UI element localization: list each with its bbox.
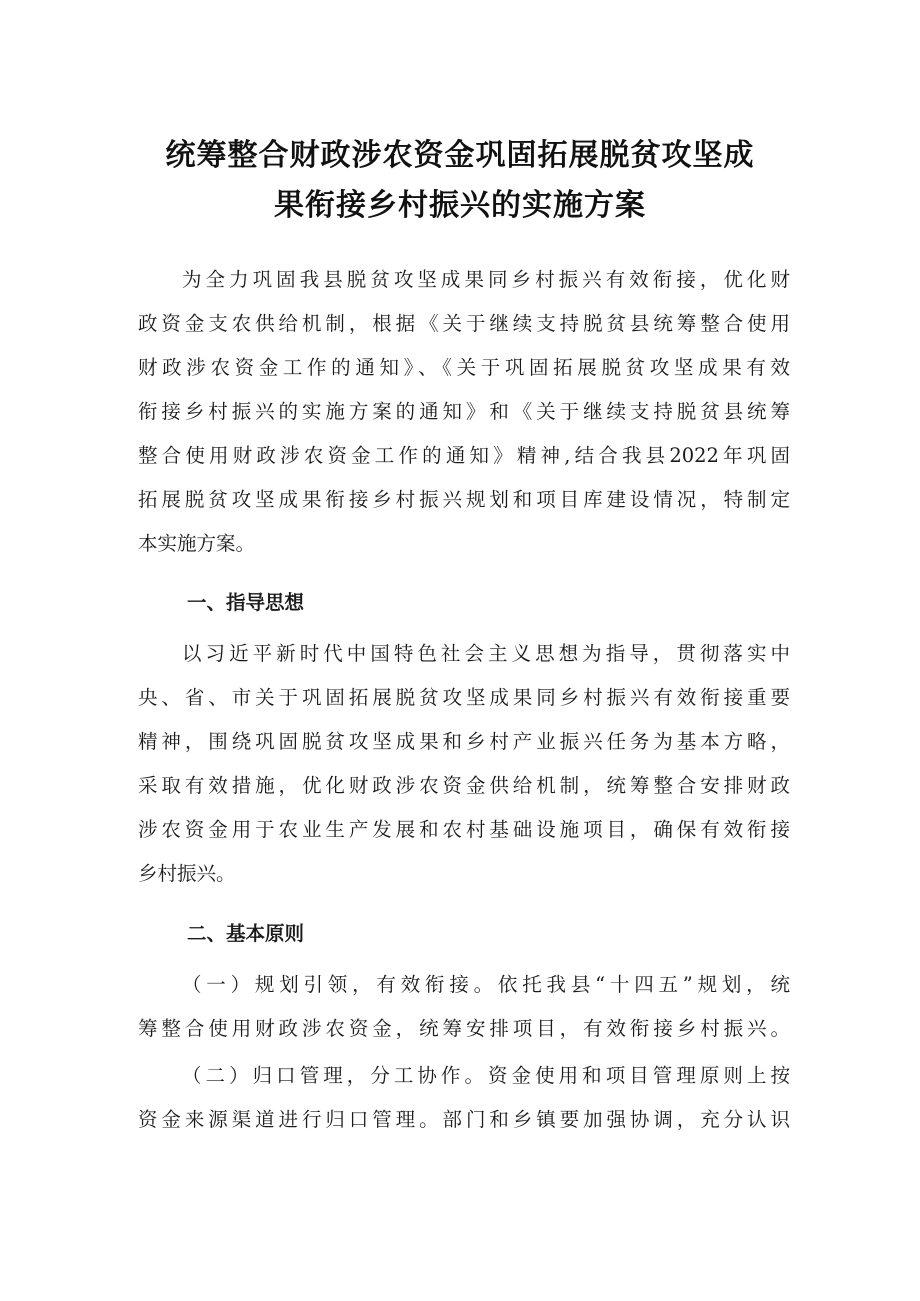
principle2-line-2: 资金来源渠道进行归口管理。部门和乡镇要加强协调，充分认识 (138, 1108, 790, 1131)
section1-line-4: 采取有效措施，优化财政涉农资金供给机制，统筹整合安排财政 (138, 774, 790, 797)
principle2-line-1: （二）归口管理，分工协作。资金使用和项目管理原则上按 (182, 1064, 790, 1087)
intro-line-6: 拓展脱贫攻坚成果衔接乡村振兴规划和项目库建设情况，特制定 (138, 488, 790, 511)
section1-line-5: 涉农资金用于农业生产发展和农村基础设施项目，确保有效衔接 (138, 818, 790, 841)
section1-line-3: 精神，围绕巩固脱贫攻坚成果和乡村产业振兴任务为基本方略， (138, 730, 790, 753)
document-title-line-1: 统筹整合财政涉农资金巩固拓展脱贫攻坚成 (165, 138, 755, 173)
intro-line-5: 整合使用财政涉农资金工作的通知》精神,结合我县2022年巩固 (138, 444, 790, 467)
principle1-line-2: 筹整合使用财政涉农资金，统筹安排项目，有效衔接乡村振兴。 (138, 1017, 790, 1040)
section-heading-guiding-ideology: 一、指导思想 (187, 591, 305, 614)
section1-line-6: 乡村振兴。 (138, 862, 236, 885)
principle1-line-1: （一）规划引领，有效衔接。依托我县“十四五”规划，统 (182, 973, 790, 996)
document-title-line-2: 果衔接乡村振兴的实施方案 (274, 188, 646, 223)
section1-line-2: 央、省、市关于巩固拓展脱贫攻坚成果同乡村振兴有效衔接重要 (138, 686, 790, 709)
intro-line-7: 本实施方案。 (138, 532, 256, 555)
section1-line-1: 以习近平新时代中国特色社会主义思想为指导，贯彻落实中 (182, 642, 790, 665)
intro-line-1: 为全力巩固我县脱贫攻坚成果同乡村振兴有效衔接，优化财 (182, 268, 790, 291)
intro-line-2: 政资金支农供给机制，根据《关于继续支持脱贫县统筹整合使用 (138, 312, 790, 335)
intro-line-4: 衔接乡村振兴的实施方案的通知》和《关于继续支持脱贫县统筹 (138, 400, 790, 423)
section-heading-basic-principles: 二、基本原则 (187, 922, 305, 945)
intro-line-3: 财政涉农资金工作的通知》、《关于巩固拓展脱贫攻坚成果有效 (138, 356, 790, 379)
